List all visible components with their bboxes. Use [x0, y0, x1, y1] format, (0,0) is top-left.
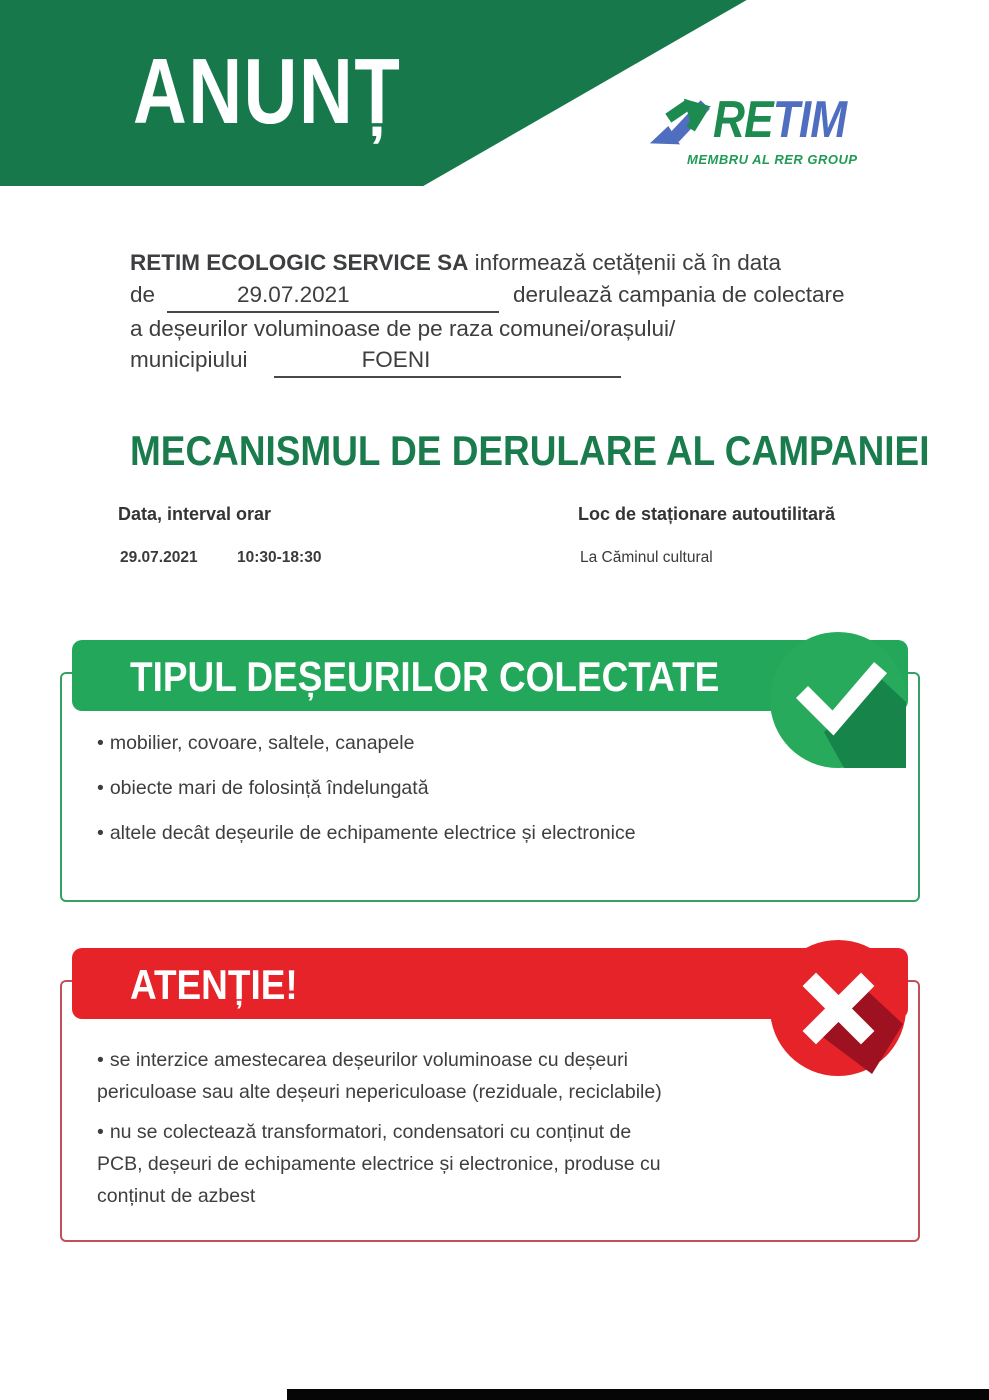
logo-re: RE — [713, 91, 773, 149]
location-column-header: Loc de staționare autoutilitară — [578, 504, 836, 524]
checkmark-icon — [770, 632, 906, 768]
list-item-text: altele decât deșeurile de echipamente electrice și electronice — [109, 822, 636, 844]
attention-list — [97, 1044, 797, 1220]
intro-line2-prefix: de — [130, 281, 156, 307]
list-item — [97, 1116, 797, 1212]
bullet-icon: • — [97, 1049, 104, 1071]
intro-paragraph — [130, 247, 930, 378]
list-item-line: PCB, deșeuri de echipamente electrice și electronice, produse cu — [97, 1153, 661, 1175]
page-title: ANUNȚ — [133, 39, 402, 143]
bullet-icon: • — [97, 732, 104, 754]
retim-logo — [645, 91, 885, 167]
checkmark-badge — [770, 632, 906, 768]
bullet-icon: • — [97, 777, 104, 799]
schedule-hours: 10:30-18:30 — [237, 549, 322, 566]
list-item-line: se interzice amestecarea deșeurilor voluminoase cu deșeuri — [109, 1049, 628, 1071]
schedule-location: La Căminul cultural — [580, 549, 713, 566]
section-heading: MECANISMUL DE DERULARE AL CAMPANIEI — [130, 427, 930, 474]
list-item — [97, 1044, 797, 1108]
intro-line3: a deșeurilor voluminoase de pe raza comunei/orașului/ — [130, 315, 676, 341]
date-blank: 29.07.2021 — [167, 279, 499, 313]
schedule-column-header: Data, interval orar — [118, 504, 272, 524]
company-name: RETIM ECOLOGIC SERVICE SA — [130, 250, 469, 275]
schedule-date: 29.07.2021 — [120, 549, 198, 566]
bottom-bar — [287, 1389, 989, 1400]
collected-waste-list — [97, 730, 797, 865]
intro-line2-suffix: derulează campania de colectare — [513, 281, 845, 307]
bullet-icon: • — [97, 822, 104, 844]
intro-line4-prefix: municipiului — [130, 347, 248, 373]
list-item-line: nu se colectează transformatori, condensatori cu conținut de — [109, 1121, 632, 1143]
intro-line1: informează cetățenii că în data — [468, 250, 782, 275]
logo-wordmark — [713, 91, 847, 149]
collected-waste-title: TIPUL DEȘEURILOR COLECTATE — [130, 653, 720, 700]
list-item-line: conținut de azbest — [97, 1185, 256, 1207]
list-item — [97, 775, 797, 801]
city-blank: FOENI — [274, 344, 621, 378]
logo-subtitle: MEMBRU AL RER GROUP — [687, 152, 858, 167]
recycle-arrows-icon — [645, 98, 713, 150]
list-item-text: mobilier, covoare, saltele, canapele — [109, 732, 415, 754]
bullet-icon: • — [97, 1121, 104, 1143]
logo-tim: TIM — [772, 91, 847, 149]
attention-title: ATENȚIE! — [130, 961, 298, 1008]
list-item-line: periculoase sau alte deșeuri nepericuloase (reziduale, reciclabile) — [97, 1081, 662, 1103]
x-icon — [770, 940, 906, 1076]
list-item — [97, 730, 797, 756]
list-item-text: obiecte mari de folosință îndelungată — [109, 777, 429, 799]
cross-badge — [770, 940, 906, 1076]
list-item — [97, 820, 797, 846]
